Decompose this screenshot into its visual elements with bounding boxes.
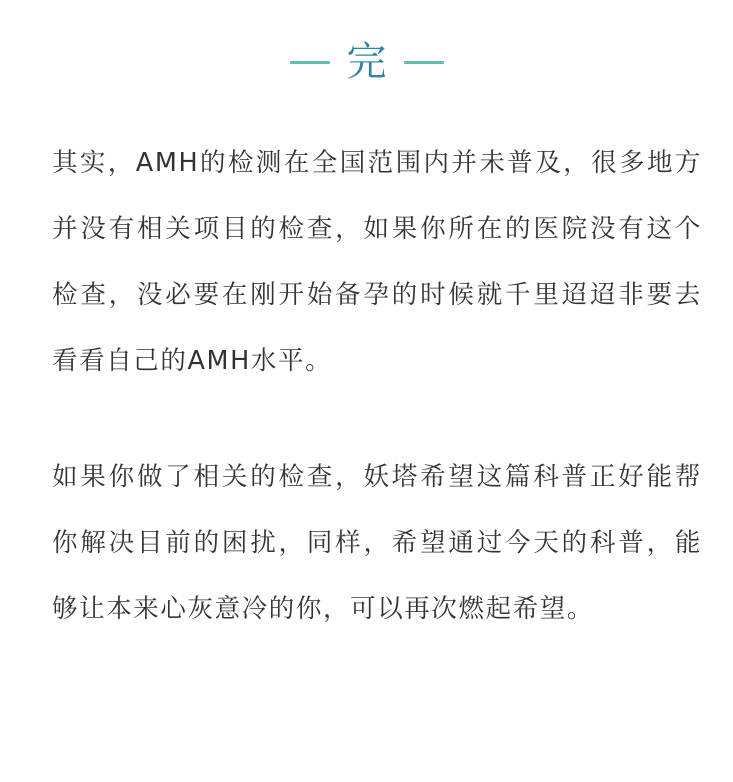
left-divider-line (290, 61, 330, 64)
paragraph-closing-hope: 如果你做了相关的检查，妖塔希望这篇科普正好能帮你解决目前的困扰，同样，希望通过今天的科普，能够让本来心灰意冷的你，可以再次燃起希望。 (52, 462, 702, 624)
right-divider-line (404, 61, 444, 64)
article-body (52, 130, 702, 642)
paragraph-amh-availability: 其实，AMH的检测在全国范围内并未普及，很多地方并没有相关项目的检查，如果你所在的医院没有这个检查，没必要在刚开始备孕的时候就千里迢迢非要去看看自己的AMH水平。 (52, 148, 702, 376)
end-marker (0, 34, 733, 90)
end-marker-text: 完 (346, 39, 387, 85)
